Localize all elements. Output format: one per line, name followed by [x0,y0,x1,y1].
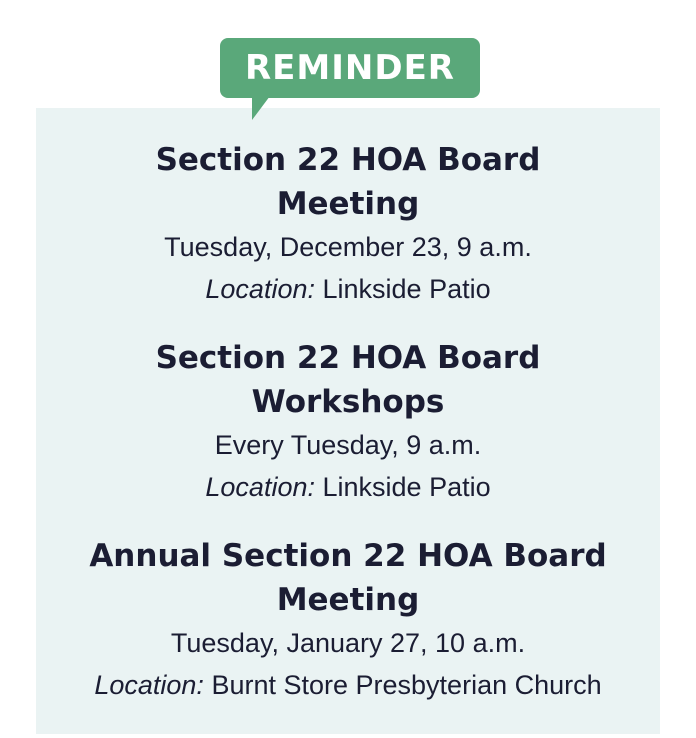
event-location-label: Location: [205,472,315,502]
event-date: Every Tuesday, 9 a.m. [214,430,482,460]
event-location-label: Location: [205,274,315,304]
event-location: Linkside Patio [322,274,491,304]
reminder-label: REMINDER [245,48,455,88]
event-location-line [36,664,660,706]
event-title: Section 22 HOA Board Meeting [155,142,541,222]
event-location-line [36,268,660,310]
event-location: Linkside Patio [322,472,491,502]
event-item [36,336,660,508]
event-location-label: Location: [94,670,204,700]
event-location-line [36,466,660,508]
event-title: Section 22 HOA Board Workshops [155,340,541,420]
speech-bubble-tail-icon [252,96,270,120]
event-date: Tuesday, January 27, 10 a.m. [170,628,526,658]
reminder-badge [220,38,480,98]
events-list [36,138,660,732]
event-date: Tuesday, December 23, 9 a.m. [164,232,532,262]
event-location: Burnt Store Presbyterian Church [211,670,602,700]
event-title: Annual Section 22 HOA Board Meeting [89,538,607,618]
event-item [36,534,660,706]
event-item [36,138,660,310]
